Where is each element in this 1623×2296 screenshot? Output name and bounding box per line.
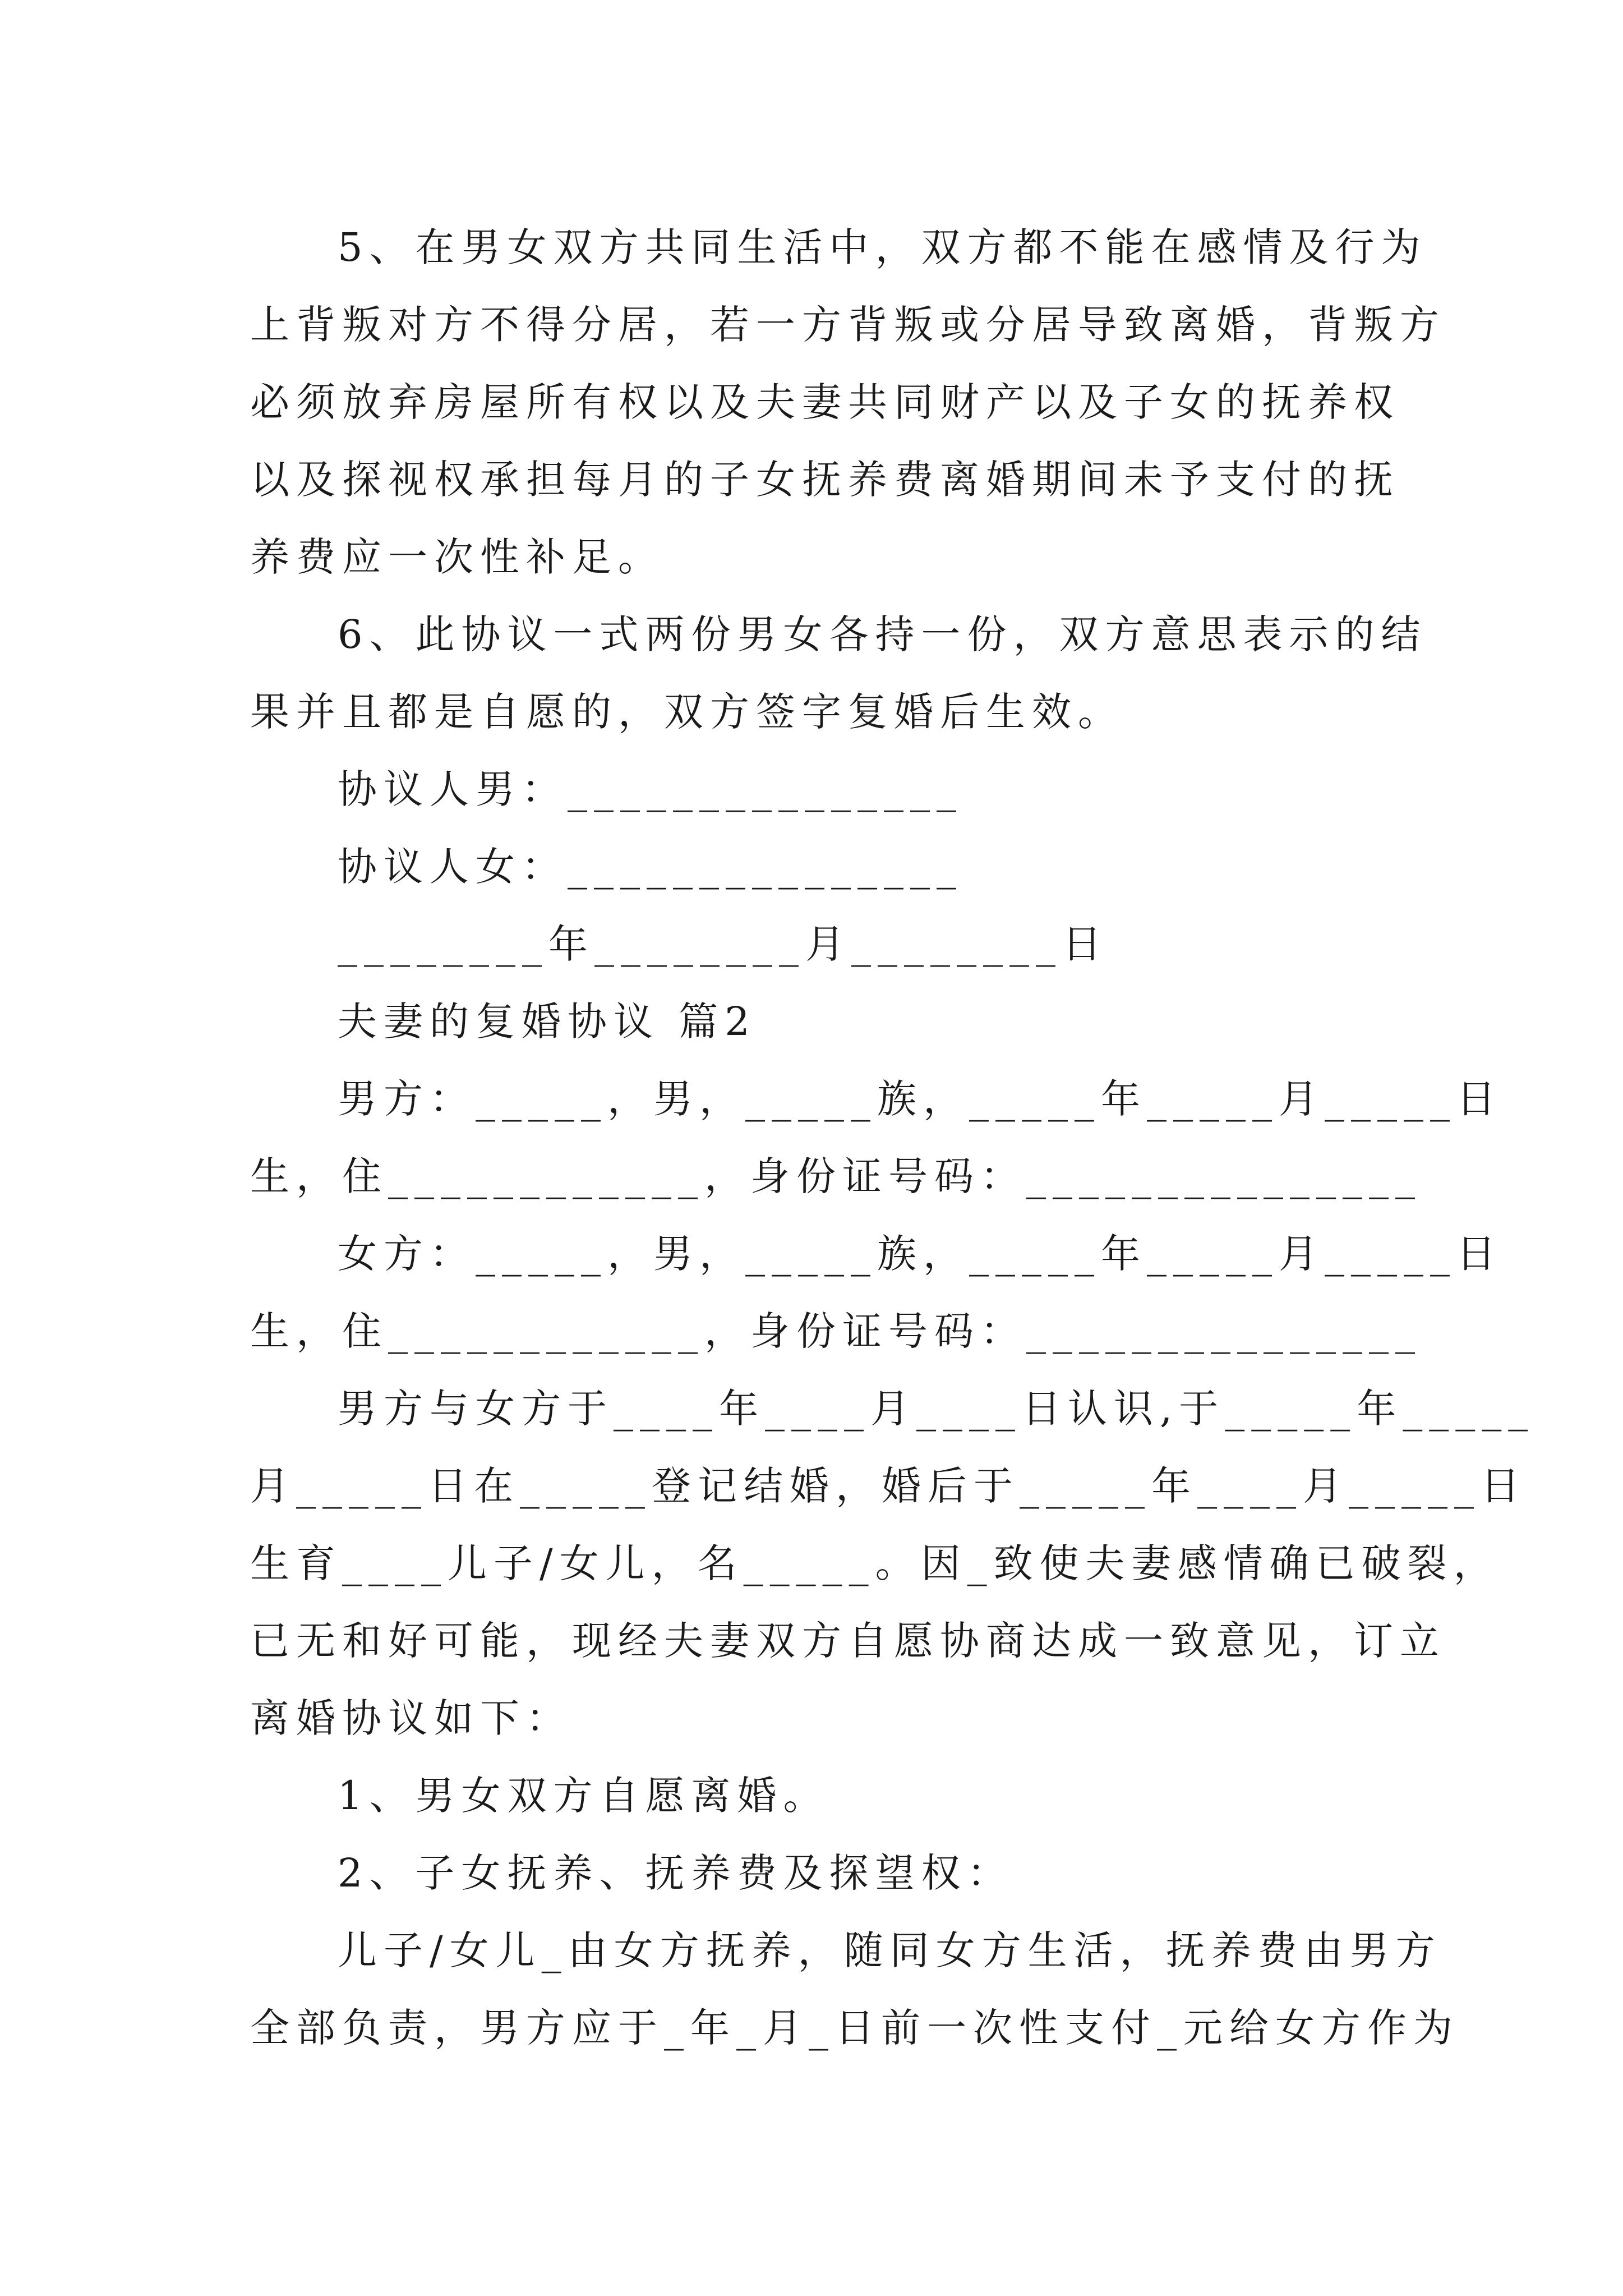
paragraph-5-line-5: 养费应一次性补足。: [250, 534, 664, 580]
paragraph-6-line-2: 果并且都是自愿的，双方签字复婚后生效。: [250, 689, 1124, 735]
paragraph-5-line-1: 5、在男女双方共同生活中，双方都不能在感情及行为: [338, 224, 1427, 270]
paragraph-5-line-4: 以及探视权承担每月的子女抚养费离婚期间未予支付的抚: [250, 457, 1400, 503]
custody-line-1: 儿子/女儿_由女方抚养，随同女方生活，抚养费由男方: [338, 1927, 1442, 1973]
clause-2: 2、子女抚养、抚养费及探望权：: [338, 1850, 1013, 1896]
paragraph-6-line-1: 6、此协议一式两份男女各持一份，双方意思表示的结: [338, 611, 1427, 657]
male-party-line-1: 男方：_____，男，_____族，_____年_____月_____日: [338, 1076, 1502, 1122]
signatory-male: 协议人男：_______________: [338, 766, 963, 812]
background-line-5: 离婚协议如下：: [250, 1695, 572, 1741]
date-line: ________年________月________日: [338, 921, 1108, 967]
section-title: 夫妻的复婚协议 篇2: [338, 999, 757, 1045]
female-party-line-2: 生，住____________，身份证号码：_______________: [250, 1308, 1422, 1354]
female-party-line-1: 女方：_____，男，_____族，_____年_____月_____日: [338, 1231, 1502, 1277]
custody-line-2: 全部负责，男方应于_年_月_日前一次性支付_元给女方作为: [250, 2005, 1459, 2051]
background-line-2: 月_____日在_____登记结婚，婚后于_____年____月_____日: [250, 1463, 1527, 1509]
signatory-female: 协议人女：_______________: [338, 844, 963, 890]
background-line-4: 已无和好可能，现经夫妻双方自愿协商达成一致意见，订立: [250, 1618, 1446, 1664]
background-line-3: 生育____儿子/女儿，名_____。因_致使夫妻感情确已破裂，: [250, 1540, 1500, 1586]
background-line-1: 男方与女方于____年____月____日认识,于_____年_____: [338, 1386, 1535, 1432]
male-party-line-2: 生，住____________，身份证号码：_______________: [250, 1153, 1422, 1199]
document-page: [250, 209, 1535, 2067]
clause-1: 1、男女双方自愿离婚。: [338, 1773, 829, 1819]
paragraph-5-line-3: 必须放弃房屋所有权以及夫妻共同财产以及子女的抚养权: [250, 379, 1400, 425]
paragraph-5-line-2: 上背叛对方不得分居，若一方背叛或分居导致离婚，背叛方: [250, 302, 1446, 348]
